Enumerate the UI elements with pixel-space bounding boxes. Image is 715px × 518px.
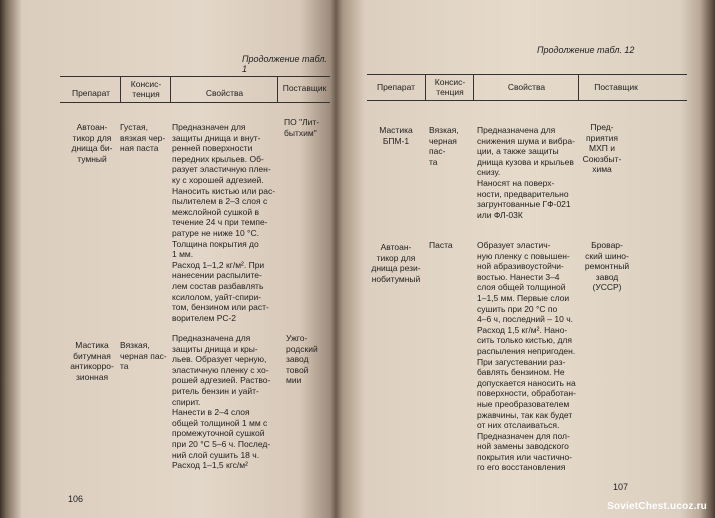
column-divider — [120, 76, 121, 102]
column-header-consistency: Консис- тенция — [130, 79, 162, 99]
row2-consistency: Вязкая, черная пас- та — [120, 340, 167, 372]
row2-properties: Предназначена для защиты днища и кры- льев. Образует черную, эластичную пленку с хо- рошей адгезией. Раство- ритель бензин и уайт- спирит. Нанести в 2–4 слоя общей толщиной 1 мм с промежуточной сушкой при 20 °С 5–6 ч. Послед- ний слой сушить 18 ч. Расход 1–1,5 кгс/м² — [172, 333, 271, 471]
right-page-header: Продолжение табл. 12 — [537, 45, 635, 55]
page-number: 107 — [613, 482, 629, 492]
watermark: SovietChest.ucoz.ru — [607, 501, 707, 512]
column-header-properties: Свойства — [507, 82, 546, 92]
row1-product: Автоан- тикор для днища би- тумный — [71, 122, 113, 164]
row2-consistency: Паста — [429, 240, 453, 250]
column-header-supplier: Поставщик — [594, 82, 638, 92]
column-header-properties: Свойства — [205, 88, 244, 98]
column-header-consistency: Консис- тенция — [434, 77, 466, 97]
column-divider — [425, 74, 426, 100]
table-top-rule — [367, 74, 687, 75]
row1-supplier: ПО "Лит- бытхим" — [284, 117, 320, 138]
column-divider — [578, 74, 579, 100]
row2-supplier: Ужго- родский завод товой мии — [286, 333, 318, 386]
table-top-rule — [60, 76, 330, 77]
column-header-supplier: Поставщик — [282, 83, 327, 93]
column-divider — [170, 76, 171, 102]
row1-supplier: Пред- приятия МХП и Союзбыт- хима — [582, 122, 622, 175]
row2-product: Автоан- тикор для днища рези- нобитумный — [371, 242, 421, 284]
row1-product: Мастика БПМ-1 — [379, 125, 413, 146]
row1-properties: Предназначен для защиты днища и внут- ренней поверхности передних крыльев. Об- разует эластичную плен- ку с хорошей адгезией. Наносить кистью или рас- пылителем в 2–3 слоя с межслойной сушкой в течение 24 ч при темпе- ратуре не ниже 10 °С. Толщина покрытия до 1 мм. Расход 1–1,2 кг/м². При нанесении распылите- лем состав разбавлять ксилолом, уайт-спири- том, бензином или раст- ворителем РС-2 — [172, 122, 276, 323]
row1-properties: Предназначена для снижения шума и вибра- ции, а также защиты днища кузова и крыльев снизу. Наносят на поверх- ности, предварительно загрунтованные ГФ-021 или ФЛ-03К — [477, 125, 575, 220]
row1-consistency: Вязкая, черная пас- та — [429, 125, 459, 167]
page-number: 106 — [68, 494, 84, 504]
row2-product: Мастика битумная антикорро- зионная — [70, 340, 114, 382]
row2-properties: Образует эластич- ную пленку с повышен- ной абразивоустойчи- востью. Нанести 3–4 слоя общей толщиной 1–1,5 мм. Первые слои сушить при 20 °С по 4–6 ч, последний – 10 ч. Расход 1,5 кг/м². Нано- сить только кистью, для распыления непригоден. При загустевании раз- бавлять бензином. Не допускается наносить на поверхности, обработан- ные преобразователем ржавчины, так как будет от них отслаиваться. Предназначен для пол- ной замены заводского покрытия или частично- го его восстановления — [477, 240, 576, 473]
column-divider — [473, 74, 474, 100]
left-page-header: Продолжение табл. 1 — [242, 54, 327, 74]
column-header-product: Препарат — [376, 82, 416, 92]
left-page — [12, 0, 330, 518]
table-header-rule — [367, 100, 687, 101]
right-page — [345, 0, 695, 518]
column-divider — [277, 76, 278, 102]
row1-consistency: Густая, вязкая чер- ная паста — [120, 122, 166, 154]
column-header-product: Препарат — [71, 88, 111, 98]
table-header-rule — [60, 102, 330, 103]
row2-supplier: Бровар- ский шино- ремонтный завод (УССР) — [584, 240, 630, 293]
